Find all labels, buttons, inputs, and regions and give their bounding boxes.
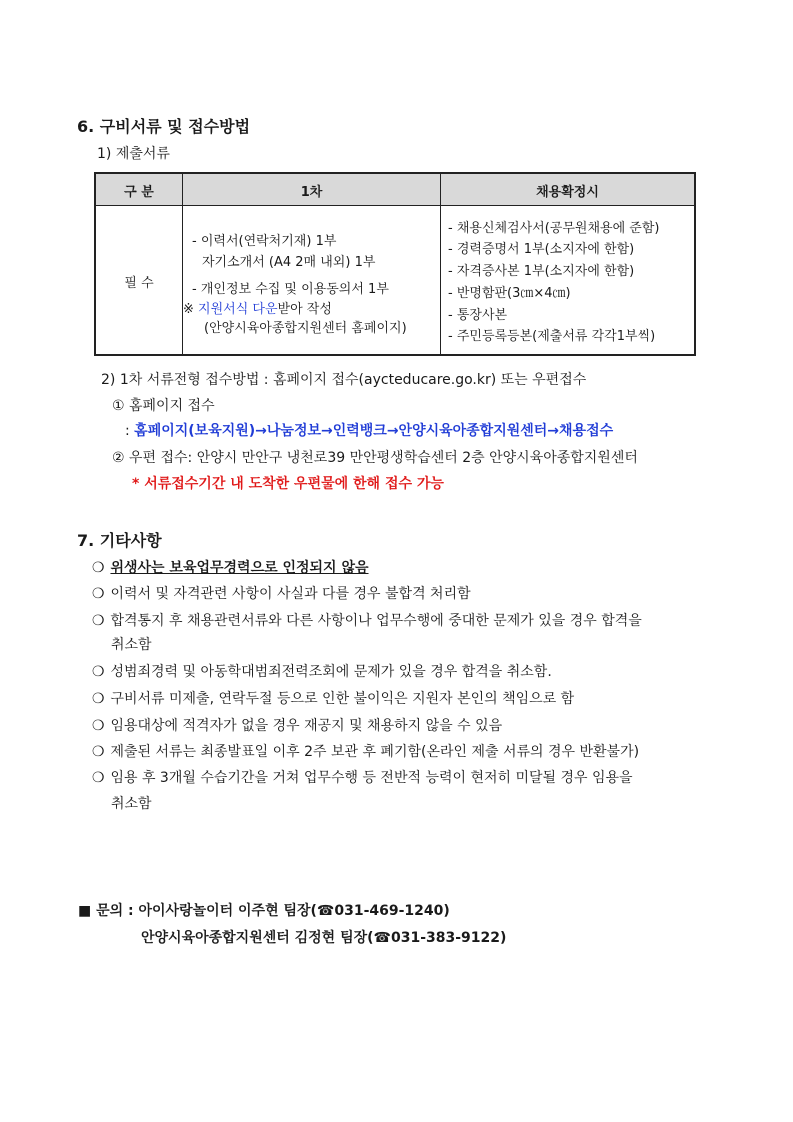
- homepage-path-link[interactable]: 홈페이지(보육지원)→나눔정보→인력뱅크→안양시육아종합지원센터→채용접수: [134, 423, 614, 439]
- first-doc-intro: 자기소개서 (A4 2매 내외) 1부: [202, 255, 376, 270]
- final-doc-6: - 주민등록등본(제출서류 각각1부씩): [448, 329, 656, 344]
- list-item: ❍ 이력서 및 자격관련 사항이 사실과 다를 경우 불합격 처리함: [92, 586, 471, 602]
- table-header-final: 채용확정시: [536, 185, 599, 200]
- contact-line-2: 안양시육아종합지원센터 김정현 팀장(☎031-383-9122): [141, 930, 507, 946]
- homepage-path: : 홈페이지(보육지원)→나눔정보→인력뱅크→안양시육아종합지원센터→채용접수: [125, 423, 614, 439]
- final-doc-1: - 채용신체검사서(공무원채용에 준함): [448, 221, 660, 236]
- circle-bullet-icon: ❍: [92, 613, 105, 629]
- final-doc-4: - 반명함판(3㎝×4㎝): [448, 286, 571, 301]
- list-item: ❍ 제출된 서류는 최종발표일 이후 2주 보관 후 폐기함(온라인 제출 서류의 경우 반환불가): [92, 744, 640, 760]
- subsection-2-title: 2) 1차 서류전형 접수방법 : 홈페이지 접수(aycteducare.go.kr) 또는 우편접수: [101, 372, 587, 388]
- documents-table: [94, 172, 696, 356]
- circle-bullet-icon: ❍: [92, 718, 105, 734]
- list-item: ❍ 임용 후 3개월 수습기간을 거쳐 업무수행 등 전반적 능력이 현저히 미달될 경우 임용을: [92, 770, 633, 786]
- table-header-first: 1차: [300, 185, 323, 200]
- circle-bullet-icon: ❍: [92, 586, 105, 602]
- circle-bullet-icon: ❍: [92, 770, 105, 786]
- first-doc-resume: - 이력서(연락처기재) 1부: [192, 234, 337, 249]
- first-doc-consent: - 개인정보 수집 및 이용동의서 1부: [192, 282, 389, 297]
- contact-line-1: ■ 문의 : 아이사랑놀이터 이주현 팀장(☎031-469-1240): [78, 903, 450, 919]
- mail-submit-note: * 서류접수기간 내 도착한 우편물에 한해 접수 가능: [132, 476, 444, 492]
- final-doc-2: - 경력증명서 1부(소지자에 한함): [448, 242, 635, 257]
- homepage-submit-item: ① 홈페이지 접수: [112, 398, 215, 414]
- final-doc-5: - 통장사본: [448, 308, 508, 323]
- final-doc-3: - 자격증사본 1부(소지자에 한함): [448, 264, 635, 279]
- list-item: ❍ 임용대상에 적격자가 없을 경우 재공지 및 채용하지 않을 수 있음: [92, 718, 503, 734]
- section-7-title: 7. 기타사항: [77, 531, 162, 550]
- section-6-title: 6. 구비서류 및 접수방법: [77, 117, 251, 136]
- table-row-label: 필 수: [124, 276, 154, 291]
- subsection-1-title: 1) 제출서류: [97, 146, 170, 162]
- circle-bullet-icon: ❍: [92, 560, 105, 576]
- circle-bullet-icon: ❍: [92, 664, 105, 680]
- list-item: ❍ 위생사는 보육업무경력으로 인정되지 않음: [92, 560, 369, 576]
- first-doc-note2: (안양시육아종합지원센터 홈페이지): [204, 321, 407, 336]
- download-form-link[interactable]: 지원서식 다운: [198, 302, 278, 317]
- list-item: ❍ 합격통지 후 채용관련서류와 다른 사항이나 업무수행에 중대한 문제가 있을 경우 합격을: [92, 613, 642, 629]
- mail-submit-item: ② 우편 접수: 안양시 만안구 냉천로39 만안평생학습센터 2층 안양시육아종합지원센터: [112, 450, 638, 466]
- first-doc-note: ※ 지원서식 다운받아 작성: [183, 302, 332, 317]
- list-item-cont: 취소함: [111, 796, 152, 812]
- circle-bullet-icon: ❍: [92, 744, 105, 760]
- list-item-cont: 취소함: [111, 637, 152, 653]
- list-item: ❍ 구비서류 미제출, 연락두절 등으로 인한 불이익은 지원자 본인의 책임으로 함: [92, 691, 575, 707]
- list-item: ❍ 성범죄경력 및 아동학대범죄전력조회에 문제가 있을 경우 합격을 취소함.: [92, 664, 552, 680]
- circle-bullet-icon: ❍: [92, 691, 105, 707]
- table-header-category: 구 분: [124, 185, 154, 200]
